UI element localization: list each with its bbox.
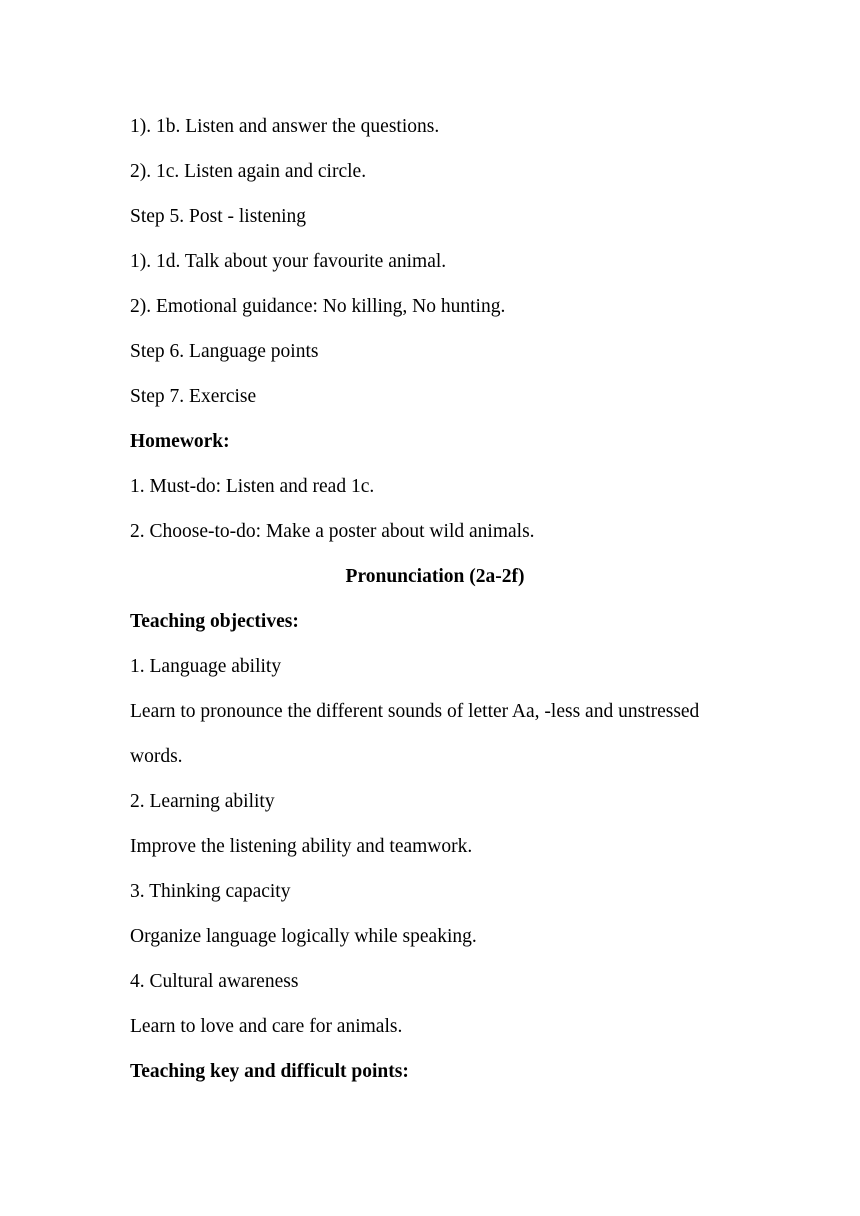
objective-3-heading: 3. Thinking capacity: [130, 881, 291, 902]
objective-1-heading: 1. Language ability: [130, 656, 282, 677]
homework-heading: Homework:: [130, 431, 230, 452]
teaching-objectives-heading: Teaching objectives:: [130, 611, 299, 632]
step5-item-1d: 1). 1d. Talk about your favourite animal.: [130, 251, 447, 272]
step4-item-1c: 2). 1c. Listen again and circle.: [130, 161, 367, 182]
key-difficult-points-heading: Teaching key and difficult points:: [130, 1061, 409, 1082]
objective-1-text-line-2: words.: [130, 746, 183, 767]
objective-1-text-line-1: Learn to pronounce the different sounds of letter Aa, -less and unstressed: [130, 701, 700, 722]
step5-item-emotional-guidance: 2). Emotional guidance: No killing, No hunting.: [130, 296, 506, 317]
document-body: [130, 113, 740, 1103]
objective-4-heading: 4. Cultural awareness: [130, 971, 299, 992]
step4-item-1b: 1). 1b. Listen and answer the questions.: [130, 116, 440, 137]
objective-4-text: Learn to love and care for animals.: [130, 1016, 403, 1037]
step6-heading: Step 6. Language points: [130, 341, 319, 362]
objective-3-text: Organize language logically while speaking.: [130, 926, 477, 947]
homework-item-choose-to-do: 2. Choose-to-do: Make a poster about wild animals.: [130, 521, 535, 542]
objective-2-heading: 2. Learning ability: [130, 791, 275, 812]
section-title-pronunciation: Pronunciation (2a-2f): [345, 566, 525, 587]
homework-item-must-do: 1. Must-do: Listen and read 1c.: [130, 476, 375, 497]
objective-2-text: Improve the listening ability and teamwork.: [130, 836, 473, 857]
step5-heading: Step 5. Post - listening: [130, 206, 307, 227]
step7-heading: Step 7. Exercise: [130, 386, 257, 407]
